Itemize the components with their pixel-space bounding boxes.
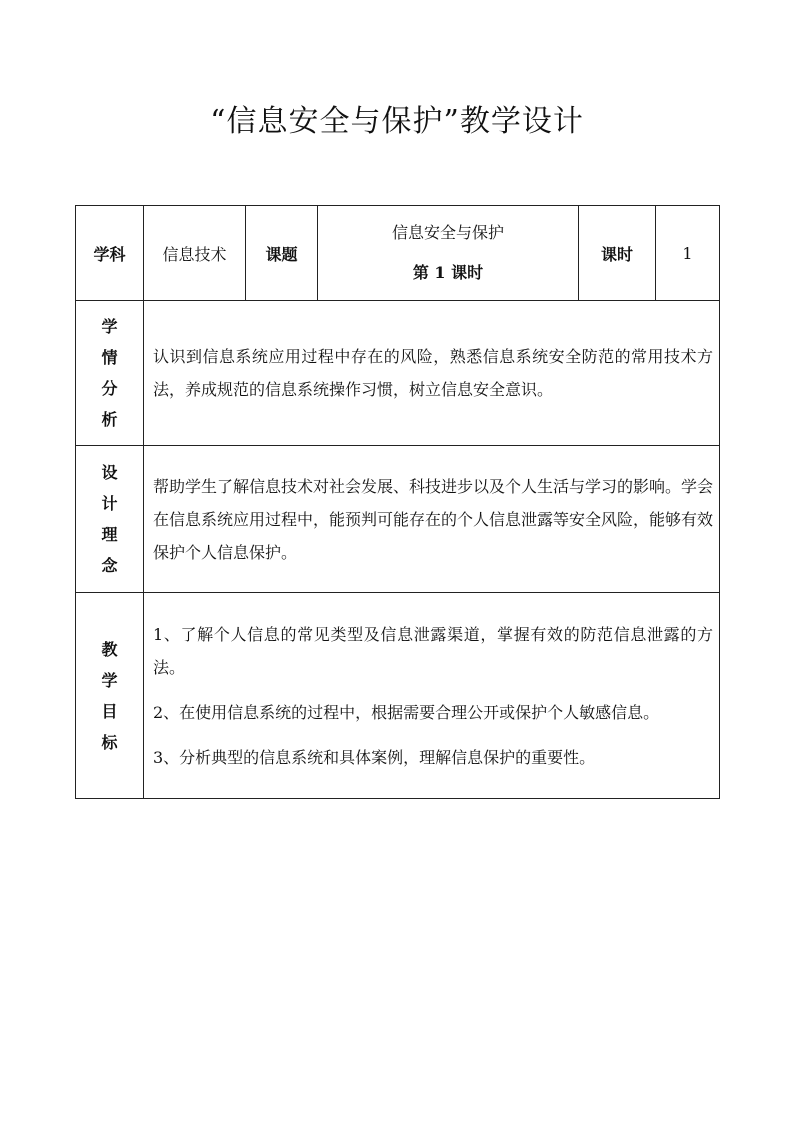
document-title: “信息安全与保护”教学设计 bbox=[210, 104, 584, 139]
analysis-row bbox=[76, 301, 720, 446]
period-label: 课时 bbox=[579, 206, 656, 301]
label-char: 析 bbox=[101, 410, 118, 429]
goal-item: 3、分析典型的信息系统和具体案例，理解信息保护的重要性。 bbox=[153, 747, 596, 767]
label-char: 情 bbox=[101, 348, 118, 367]
analysis-text: 认识到信息系统应用过程中存在的风险，熟悉信息系统安全防范的常用技术方法，养成规范的信息系统操作习惯，树立信息安全意识。 bbox=[153, 347, 713, 399]
analysis-label bbox=[76, 301, 144, 446]
topic-session: 第 1 课时 bbox=[412, 263, 484, 282]
lesson-design-table bbox=[75, 205, 720, 799]
goal-item: 1、了解个人信息的常见类型及信息泄露渠道，掌握有效的防范信息泄露的方法。 bbox=[153, 624, 713, 677]
label-char: 目 bbox=[101, 701, 118, 721]
label-char: 理 bbox=[101, 525, 118, 544]
concept-content bbox=[144, 446, 720, 593]
label-char: 学 bbox=[101, 317, 118, 336]
goals-label bbox=[76, 593, 144, 799]
label-char: 念 bbox=[101, 556, 118, 575]
period-value: 1 bbox=[656, 206, 720, 301]
topic-title: 信息安全与保护 bbox=[391, 223, 504, 242]
subject-label: 学科 bbox=[76, 206, 144, 301]
label-char: 设 bbox=[101, 463, 118, 482]
label-char: 标 bbox=[101, 732, 118, 752]
header-row bbox=[76, 206, 720, 301]
topic-value bbox=[318, 206, 579, 301]
goals-row bbox=[76, 593, 720, 799]
subject-value: 信息技术 bbox=[144, 206, 246, 301]
label-char: 学 bbox=[101, 670, 118, 690]
analysis-content bbox=[144, 301, 720, 446]
concept-row bbox=[76, 446, 720, 593]
label-char: 分 bbox=[101, 379, 118, 398]
label-char: 计 bbox=[101, 494, 118, 513]
topic-label: 课题 bbox=[246, 206, 318, 301]
goal-item: 2、在使用信息系统的过程中，根据需要合理公开或保护个人敏感信息。 bbox=[153, 702, 660, 722]
label-char: 教 bbox=[101, 639, 118, 659]
goals-content bbox=[144, 593, 720, 799]
concept-label bbox=[76, 446, 144, 593]
concept-text: 帮助学生了解信息技术对社会发展、科技进步以及个人生活与学习的影响。学会在信息系统应用过程中，能预判可能存在的个人信息泄露等安全风险，能够有效保护个人信息保护。 bbox=[153, 476, 714, 562]
